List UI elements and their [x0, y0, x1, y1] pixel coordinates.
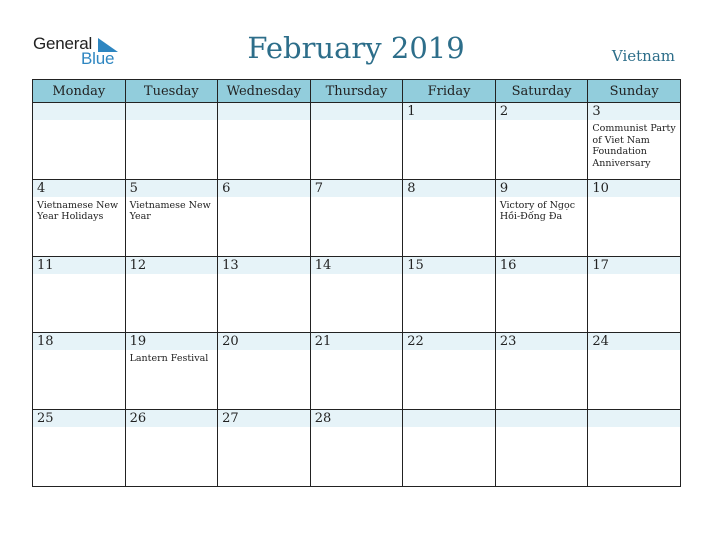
- holiday-label: [403, 427, 495, 430]
- day-cell: [495, 333, 588, 410]
- holiday-label: [218, 350, 310, 353]
- holiday-label: [218, 274, 310, 277]
- day-number: 19: [126, 333, 218, 350]
- holiday-label: [311, 120, 403, 123]
- day-cell: [125, 103, 218, 180]
- day-number: 3: [588, 103, 680, 120]
- day-cell: [588, 179, 681, 256]
- weekday-header-row: [33, 80, 681, 103]
- day-number: 23: [496, 333, 588, 350]
- day-cell: [125, 256, 218, 333]
- day-cell: [125, 410, 218, 487]
- day-cell: [403, 256, 496, 333]
- day-cell: [218, 256, 311, 333]
- day-cell: [218, 333, 311, 410]
- day-cell: [588, 410, 681, 487]
- day-cell: [33, 410, 126, 487]
- holiday-label: [218, 120, 310, 123]
- day-number: 17: [588, 257, 680, 274]
- day-cell: [125, 333, 218, 410]
- day-number: [218, 103, 310, 120]
- day-number: [403, 410, 495, 427]
- day-cell: [218, 410, 311, 487]
- day-cell: [33, 103, 126, 180]
- day-cell: [33, 333, 126, 410]
- day-cell: [495, 410, 588, 487]
- day-number: 27: [218, 410, 310, 427]
- day-cell: [403, 410, 496, 487]
- day-cell: [495, 256, 588, 333]
- holiday-label: [218, 197, 310, 200]
- day-cell: [218, 179, 311, 256]
- day-number: [126, 103, 218, 120]
- holiday-label: [33, 274, 125, 277]
- day-cell: [495, 103, 588, 180]
- holiday-label: [311, 274, 403, 277]
- weekday-header: Monday: [33, 80, 126, 103]
- day-number: 12: [126, 257, 218, 274]
- holiday-label: [311, 427, 403, 430]
- page-title: February 2019: [247, 31, 465, 65]
- day-cell: [588, 103, 681, 180]
- day-cell: [588, 256, 681, 333]
- holiday-label: [311, 350, 403, 353]
- logo-general-text: General: [33, 34, 93, 53]
- day-number: 15: [403, 257, 495, 274]
- day-number: 14: [311, 257, 403, 274]
- holiday-label: [33, 427, 125, 430]
- day-number: [496, 410, 588, 427]
- day-cell: [403, 179, 496, 256]
- day-cell: [310, 179, 403, 256]
- holiday-label: Victory of Ngọc Hồi-Đống Đa: [499, 199, 576, 223]
- holiday-label: Communist Party of Viet Nam Foundation Anniversary: [592, 123, 676, 169]
- day-cell: [218, 103, 311, 180]
- day-cell: [33, 179, 126, 256]
- day-number: 4: [33, 180, 125, 197]
- holiday-label: [588, 350, 680, 353]
- day-cell: [33, 256, 126, 333]
- holiday-label: [403, 120, 495, 123]
- day-number: [311, 103, 403, 120]
- day-number: 9: [496, 180, 588, 197]
- country-label: Vietnam: [611, 47, 675, 65]
- day-number: 1: [403, 103, 495, 120]
- holiday-label: [588, 274, 680, 277]
- day-number: 16: [496, 257, 588, 274]
- day-number: 21: [311, 333, 403, 350]
- weekday-header: Thursday: [310, 80, 403, 103]
- holiday-label: [588, 427, 680, 430]
- weekday-header: Sunday: [588, 80, 681, 103]
- holiday-label: [496, 350, 588, 353]
- holiday-label: Lantern Festival: [129, 353, 209, 365]
- holiday-label: [218, 427, 310, 430]
- day-number: 24: [588, 333, 680, 350]
- holiday-label: [403, 350, 495, 353]
- day-cell: [125, 179, 218, 256]
- holiday-label: [588, 197, 680, 200]
- week-row: [33, 103, 681, 180]
- holiday-label: [496, 120, 588, 123]
- day-number: 5: [126, 180, 218, 197]
- weekday-header: Wednesday: [218, 80, 311, 103]
- day-number: [588, 410, 680, 427]
- holiday-label: [496, 427, 588, 430]
- week-row: [33, 179, 681, 256]
- week-row: [33, 256, 681, 333]
- day-number: 22: [403, 333, 495, 350]
- day-number: 10: [588, 180, 680, 197]
- day-number: 7: [311, 180, 403, 197]
- day-cell: [310, 410, 403, 487]
- holiday-label: [403, 274, 495, 277]
- holiday-label: [403, 197, 495, 200]
- day-cell: [403, 103, 496, 180]
- day-cell: [403, 333, 496, 410]
- day-cell: [495, 179, 588, 256]
- day-number: 13: [218, 257, 310, 274]
- holiday-label: Vietnamese New Year Holidays: [37, 199, 119, 223]
- day-cell: [588, 333, 681, 410]
- day-number: 28: [311, 410, 403, 427]
- day-number: 20: [218, 333, 310, 350]
- holiday-label: [33, 120, 125, 123]
- day-cell: [310, 256, 403, 333]
- holiday-label: Vietnamese New Year: [129, 199, 211, 223]
- day-number: 18: [33, 333, 125, 350]
- day-number: [33, 103, 125, 120]
- weekday-header: Friday: [403, 80, 496, 103]
- day-number: 8: [403, 180, 495, 197]
- weekday-header: Saturday: [495, 80, 588, 103]
- holiday-label: [126, 427, 218, 430]
- holiday-label: [311, 197, 403, 200]
- calendar-grid: [32, 79, 681, 487]
- day-cell: [310, 103, 403, 180]
- holiday-label: [126, 120, 218, 123]
- holiday-label: [496, 274, 588, 277]
- day-cell: [310, 333, 403, 410]
- day-number: 26: [126, 410, 218, 427]
- weekday-header: Tuesday: [125, 80, 218, 103]
- day-number: 2: [496, 103, 588, 120]
- logo-blue-text: Blue: [81, 49, 115, 68]
- holiday-label: [33, 350, 125, 353]
- week-row: [33, 410, 681, 487]
- day-number: 6: [218, 180, 310, 197]
- day-number: 11: [33, 257, 125, 274]
- day-number: 25: [33, 410, 125, 427]
- holiday-label: [126, 274, 218, 277]
- week-row: [33, 333, 681, 410]
